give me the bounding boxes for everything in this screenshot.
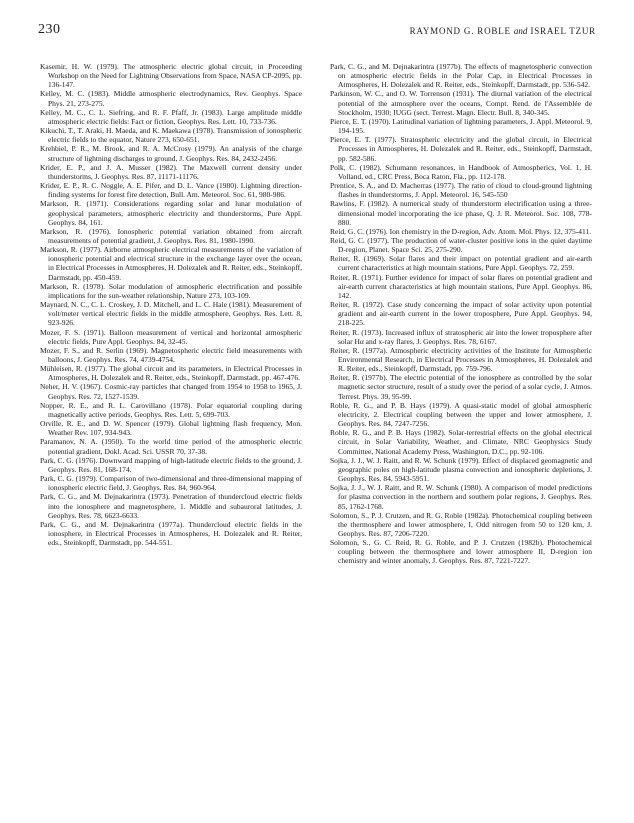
reference-entry: Parkinson, W. C., and O. W. Torrenson (1931). The diurnal variation of the electrical potential of the atmosphere over the oceans, Compt. Rend. de l'Assemblée de Stockholm, 1930; IUGG (sect. Terrest. Magn. Electr. Bull. 8, 340-345. xyxy=(330,89,592,117)
reference-entry: Reiter, R. (1973). Increased influx of stratospheric air into the lower troposphere after solar Hα and x-ray flares, J. Geophys. Res. 78, 6167. xyxy=(330,327,592,346)
reference-entry: Markson, R. (1978). Solar modulation of atmospheric electrification and possible implications for the sun-weather relationship, Nature 273, 103-109. xyxy=(40,281,302,300)
reference-entry: Pierce, E. T. (1977). Stratospheric electricity and the global circuit, in Electrical Processes in Atmospheres, H. Dolezalek and R. Reiter, eds., Steinkopff, Darmstadt, pp. 582-586. xyxy=(330,135,592,163)
reference-entry: Reiter, R. (1972). Case study concerning the impact of solar activity upon potential gradient and air-earth current in the lower troposphere, Pure Appl. Geophys. 94, 218-225. xyxy=(330,300,592,328)
page-header xyxy=(38,22,596,42)
reference-entry: Roble, R. G., and P. B. Hays (1979). A quasi-static model of global atmospheric electricity, 2. Electrical coupling between the upper and lower atmosphere, J. Geophys. Res. 84, 7247-7256. xyxy=(330,400,592,429)
reference-entry: Park, C. G., and M. Dejnakarintra (1973). Penetration of thundercloud electric fields into the ionosphere and magnetosphere, 1. Middle and subauroral latitudes, J. Geophys. Res. 78, 6623-6633. xyxy=(40,492,302,520)
running-head-author-2: ISRAEL TZUR xyxy=(530,26,596,36)
reference-entry: Reiter, R. (1971). Further evidence for impact of solar flares on potential gradient and air-earth current characteristics at high mountain stations, Pure Appl. Geophys. 86, 142. xyxy=(330,272,592,300)
reference-entry: Kelley, M. C. (1983). Middle atmospheric electrodynamics, Rev. Geophys. Space Phys. 21, 273-275. xyxy=(40,89,302,108)
reference-entry: Kikuchi, T., T. Araki, H. Maeda, and K. Maekawa (1978). Transmission of ionospheric electric fields to the equator, Nature 273, 650-651. xyxy=(40,126,302,145)
reference-entry: Reiter, R. (1969). Solar flares and their impact on potential gradient and air-earth current characteristics at high mountain stations, Pure Appl. Geophys. 72, 259. xyxy=(330,254,592,273)
reference-entry: Sojka, J. J., W. J. Raitt, and R. W. Schunk (1979). Effect of displaced geomagnetic and geographic poles on high-latitude plasma convection and ionospheric depletions, J. Geophys. Res. 84, 5943-5951. xyxy=(330,455,592,484)
running-head-and: and xyxy=(513,26,528,36)
running-head xyxy=(410,26,596,36)
reference-entry: Kelley, M. C., C. L. Siefring, and R. F. Pfaff, Jr. (1983). Large amplitude middle atmospheric electric fields: Fact or fiction, Geophys. Res. Lett. 10, 733-736. xyxy=(40,107,302,126)
reference-entry: Park, C. G., and M. Dejnakarintra (1977b). The effects of magnetospheric convection on atmospheric electric fields in the Polar Cap, in Electrical Processes in Atmospheres, H. Dolezalek and R. Reiter, eds., Steinkopff, Darmstadt, pp. 536-542. xyxy=(330,62,592,90)
reference-entry: Maynard, N. C., C. L. Croskey, J. D. Mitchell, and L. C. Hale (1981). Measurement of volt/meter vertical electric fields in the middle atmosphere, Geophys. Res. Lett. 8, 923-926. xyxy=(40,300,302,328)
reference-entry: Mozer, F. S., and R. Serlin (1969). Magnetospheric electric field measurements with balloons, J. Geophys. Res. 74, 4739-4754. xyxy=(40,345,302,364)
reference-entry: Nopper, R. E., and R. L. Carovillano (1978). Polar equatorial coupling during magnetically active periods, Geophys. Res. Lett. 5, 699-703. xyxy=(40,400,302,419)
reference-entry: Markson, R. (1977). Airborne atmospheric electrical measurements of the variation of ionospheric potential and electrical structure in the exchange layer over the ocean, in Electrical Processes in Atmospheres, H. Dolezalek and R. Reiter, eds., Steinkopff, Darmstadt, pp. 450-459. xyxy=(40,245,302,282)
reference-entry: Park, C. G., and M. Dejnakarintra (1977a). Thundercloud electric fields in the ionosphere, in Electrical Processes in Atmospheres, H. Dolezalek and R. Reiter, eds., Steinkopff, Darmstadt, pp. 544-551. xyxy=(40,519,302,548)
references-column-left xyxy=(40,62,302,547)
reference-entry: Krehbiel, P. R., M. Brook, and R. A. McCrosy (1979). An analysis of the charge structure of lightning discharges to ground, J. Geophys. Res. 84, 2432-2456. xyxy=(40,144,302,163)
running-head-author-1: RAYMOND G. ROBLE xyxy=(409,26,511,36)
reference-entry: Rawlins, F. (1982). A numerical study of thunderstorm electrification using a three-dimensional model incorporating the ice phase, Q. J. R. Meteorol. Soc. 108, 778-880. xyxy=(330,199,592,227)
reference-entry: Krider, E. P., and J. A. Musser (1982). The Maxwell current density under thunderstorms, J. Geophys. Res. 87, 11171-11176. xyxy=(40,162,302,181)
reference-entry: Markson, R. (1971). Considerations regarding solar and lunar modulation of geophysical parameters, atmospheric electricity and thunderstorms, Pure Appl. Geophys. 84, 161. xyxy=(40,199,302,227)
reference-entry: Solomon, S., G. C. Reid, R. G. Roble, and P. J. Crutzen (1982b). Photochemical coupling between the thermosphere and lower atmosphere II, D-region ion chemistry and winter anomaly, J. Geophys. Res. 87, 7221-7227. xyxy=(330,538,592,566)
reference-entry: Mozer, F. S. (1971). Balloon measurement of vertical and horizontal atmospheric electric fields, Pure Appl. Geophys. 84, 32-45. xyxy=(40,327,302,346)
reference-entry: Paramanov, N. A. (1950). To the world time period of the atmospheric electric potential gradient, Dokl. Acad. Sci. USSR 70, 37-38. xyxy=(40,437,302,456)
reference-entry: Pierce, E. T. (1970). Latitudinal variation of lightning parameters, J. Appl. Meteorol. 9, 194-195. xyxy=(330,116,592,136)
references-column-right xyxy=(330,62,592,566)
reference-entry: Mühleisen, R. (1977). The global circuit and its parameters, in Electrical Processes in Atmospheres, H. Dolezalek and R. Reiter, eds., Steinkopff, Darmstadt, pp. 467-476. xyxy=(40,364,302,383)
reference-entry: Krider, E. P., R. C. Noggle, A. E. Pifer, and D. L. Vance (1980). Lightning direction-finding systems for forest fire detection, Bull. Am. Meteorol. Soc. 61, 980-986. xyxy=(40,181,302,200)
reference-entry: Polk, C. (1982). Schumann resonances, in Handbook of Atmospherics, Vol. 1, H. Volland, ed., CRC Press, Boca Raton, Fla., pp. 112-178. xyxy=(330,162,592,181)
reference-entry: Reid, G. C. (1977). The production of water-cluster positive ions in the quiet daytime D-region, Planet. Space Sci. 25, 275-290. xyxy=(330,235,592,255)
reference-entry: Neher, H. V. (1967). Cosmic-ray particles that changed from 1954 to 1958 to 1965, J. Geophys. Res. 72, 1527-1539. xyxy=(40,382,302,401)
reference-entry: Park, C. G. (1979). Comparison of two-dimensional and three-dimensional mapping of ionospheric electric field, J. Geophys. Res. 84, 960-964. xyxy=(40,474,302,493)
reference-entry: Reiter, R. (1977b). The electric potential of the ionosphere as controlled by the solar magnetic sector structure, result of a study over the period of a solar cycle, J. Atmos. Terrest. Phys. 39, 95-99. xyxy=(330,373,592,401)
reference-entry: Roble, R. G., and P. B. Hays (1982). Solar-terrestrial effects on the global electrical circuit, in Solar Variability, Weather, and Climate, NRC Geophysics Study Committee, National Academy Press, Washington, D.C., pp. 92-106. xyxy=(330,428,592,456)
reference-entry: Park, C. G. (1976). Downward mapping of high-latitude electric fields to the ground, J. Geophys. Res. 81, 168-174. xyxy=(40,455,302,474)
reference-entry: Orville, R. E., and D. W. Spencer (1979). Global lightning flash frequency, Mon. Weather Rev. 107, 934-943. xyxy=(40,419,302,438)
reference-entry: Reiter, R. (1977a). Atmospheric electricity activities of the Institute for Atmospheric Environmental Research, in Electrical Processes in Atmospheres, H. Dolezalek and R. Reiter, eds., Steinkopff, Darmstadt, pp. 759-796. xyxy=(330,345,592,374)
reference-entry: Markson, R. (1976). Ionospheric potential variation obtained from aircraft measurements of potential gradient, J. Geophys. Res. 81, 1980-1990. xyxy=(40,226,302,245)
reference-entry: Solomon, S., P. J. Crutzen, and R. G. Roble (1982a). Photochemical coupling between the thermosphere and lower atmosphere, I, Odd nitrogen from 50 to 120 km, J. Geophys. Res. 87, 7206-7220. xyxy=(330,510,592,538)
reference-entry: Reid, G. C. (1976). Ion chemistry in the D-region, Adv. Atom. Mol. Phys. 12, 375-411. xyxy=(330,226,592,236)
reference-entry: Sojka, J. J., W. J. Raitt, and R. W. Schunk (1980). A comparison of model predictions for plasma convection in the northern and southern polar regions, J. Geophys. Res. 85, 1762-1768. xyxy=(330,483,592,511)
page-number: 230 xyxy=(38,22,61,37)
reference-entry: Prentice, S. A., and D. Macherras (1977). The ratio of cloud to cloud-ground lightning flashes in thunderstorms, J. Appl. Meteorol. 16, 545-550 xyxy=(330,181,592,200)
reference-entry: Kasemir, H. W. (1979). The atmospheric electric global circuit, in Proceeding Workshop on the Need for Lightning Observations from Space, NASA CP-2095, pp. 136-147. xyxy=(40,62,302,90)
